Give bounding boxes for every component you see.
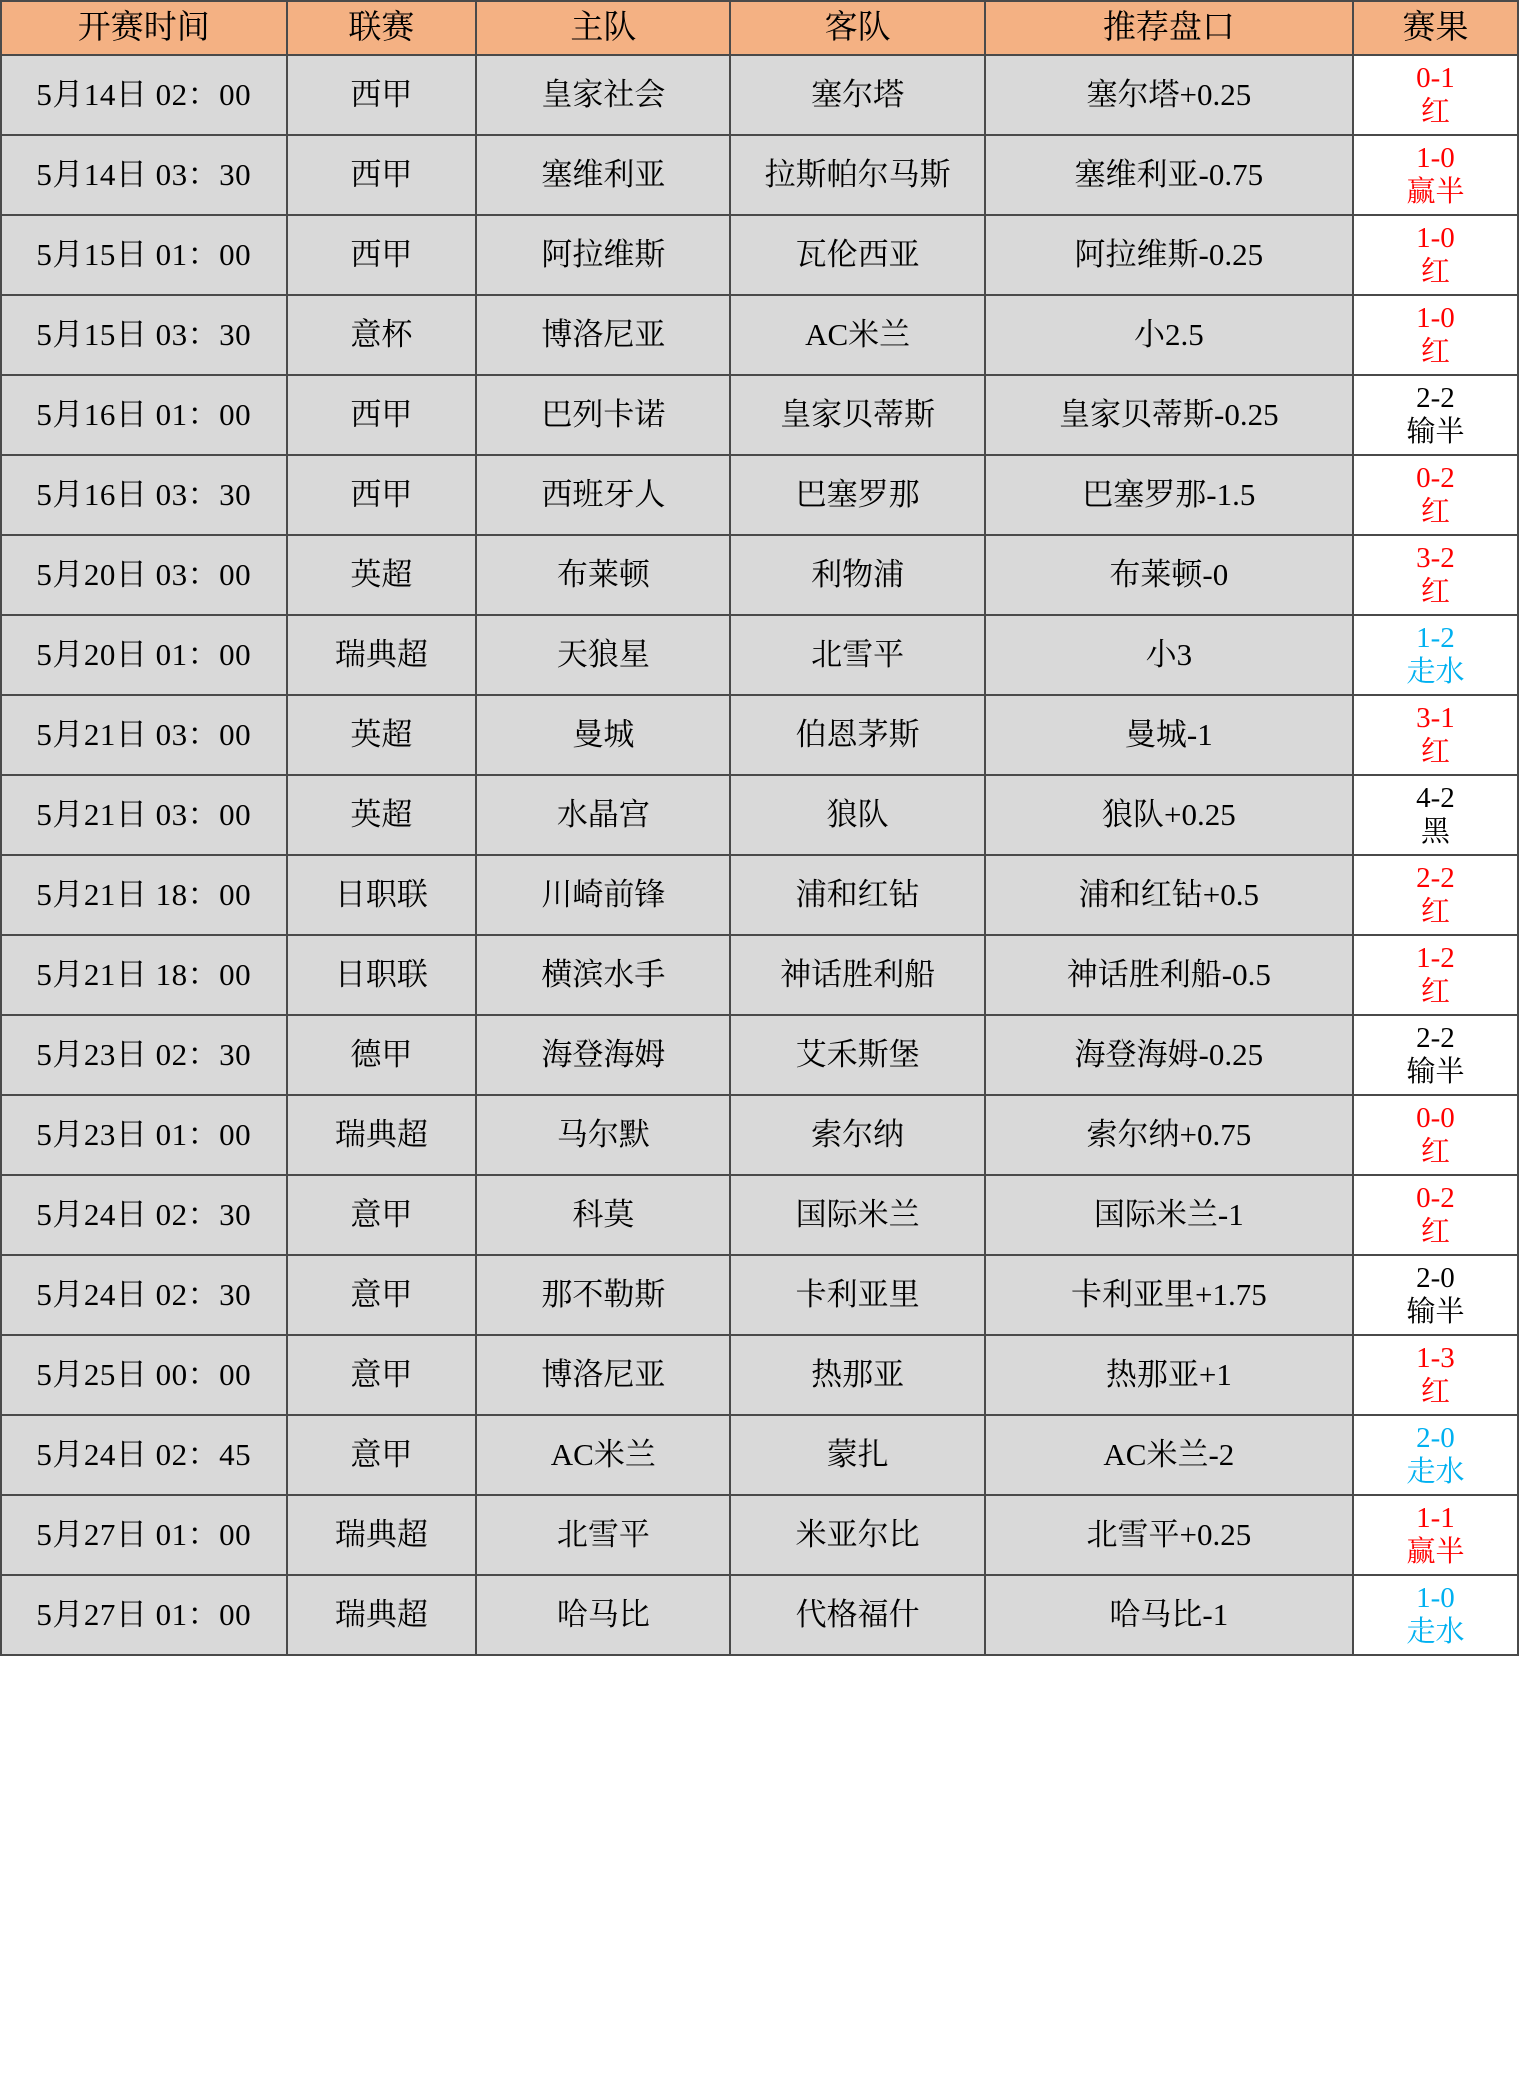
column-header-handicap: 推荐盘口: [985, 1, 1353, 55]
result-badge: 走水: [1406, 656, 1465, 688]
cell-league: 意甲: [287, 1415, 477, 1495]
cell-league: 意杯: [287, 295, 477, 375]
table-row: [1, 455, 1518, 535]
cell-handicap: 皇家贝蒂斯-0.25: [985, 375, 1353, 455]
result-score: 0-2: [1416, 462, 1455, 494]
result-badge: 红: [1420, 1136, 1450, 1168]
cell-result: [1353, 535, 1518, 615]
result-badge: 赢半: [1406, 176, 1465, 208]
cell-home-team: 巴列卡诺: [476, 375, 730, 455]
table-row: [1, 695, 1518, 775]
cell-league: 瑞典超: [287, 1495, 477, 1575]
cell-match-time: 5月27日 01：00: [1, 1575, 287, 1655]
result-badge: 红: [1420, 736, 1450, 768]
cell-league: 西甲: [287, 135, 477, 215]
result-badge: 红: [1420, 1376, 1450, 1408]
cell-handicap: 巴塞罗那-1.5: [985, 455, 1353, 535]
cell-result: [1353, 455, 1518, 535]
table-row: [1, 935, 1518, 1015]
cell-away-team: 巴塞罗那: [730, 455, 984, 535]
cell-match-time: 5月21日 03：00: [1, 695, 287, 775]
cell-league: 西甲: [287, 55, 477, 135]
cell-league: 英超: [287, 775, 477, 855]
cell-away-team: 瓦伦西亚: [730, 215, 984, 295]
result-score: 2-2: [1416, 862, 1455, 894]
cell-home-team: 天狼星: [476, 615, 730, 695]
cell-result: [1353, 1255, 1518, 1335]
cell-away-team: 国际米兰: [730, 1175, 984, 1255]
result-score: 2-0: [1416, 1262, 1455, 1294]
result-badge: 红: [1420, 976, 1450, 1008]
cell-result: [1353, 55, 1518, 135]
result-badge: 输半: [1406, 1056, 1465, 1088]
cell-match-time: 5月14日 03：30: [1, 135, 287, 215]
cell-away-team: 艾禾斯堡: [730, 1015, 984, 1095]
cell-away-team: 神话胜利船: [730, 935, 984, 1015]
cell-handicap: 国际米兰-1: [985, 1175, 1353, 1255]
cell-match-time: 5月23日 01：00: [1, 1095, 287, 1175]
cell-result: [1353, 1175, 1518, 1255]
cell-away-team: 拉斯帕尔马斯: [730, 135, 984, 215]
cell-home-team: 马尔默: [476, 1095, 730, 1175]
cell-result: [1353, 1095, 1518, 1175]
cell-away-team: 热那亚: [730, 1335, 984, 1415]
cell-result: [1353, 1015, 1518, 1095]
result-badge: 走水: [1406, 1616, 1465, 1648]
cell-home-team: 川崎前锋: [476, 855, 730, 935]
cell-handicap: 曼城-1: [985, 695, 1353, 775]
cell-league: 瑞典超: [287, 1575, 477, 1655]
table-row: [1, 295, 1518, 375]
cell-result: [1353, 1415, 1518, 1495]
result-badge: 红: [1420, 336, 1450, 368]
table-row: [1, 55, 1518, 135]
cell-home-team: AC米兰: [476, 1415, 730, 1495]
cell-match-time: 5月15日 01：00: [1, 215, 287, 295]
cell-league: 西甲: [287, 375, 477, 455]
cell-handicap: 哈马比-1: [985, 1575, 1353, 1655]
result-badge: 走水: [1406, 1456, 1465, 1488]
cell-league: 瑞典超: [287, 615, 477, 695]
cell-result: [1353, 775, 1518, 855]
result-score: 1-2: [1416, 942, 1455, 974]
cell-away-team: 索尔纳: [730, 1095, 984, 1175]
cell-match-time: 5月27日 01：00: [1, 1495, 287, 1575]
cell-away-team: AC米兰: [730, 295, 984, 375]
cell-league: 日职联: [287, 855, 477, 935]
result-score: 0-1: [1416, 62, 1455, 94]
table-header-row: [1, 1, 1518, 55]
result-score: 1-0: [1416, 222, 1455, 254]
cell-handicap: 神话胜利船-0.5: [985, 935, 1353, 1015]
cell-handicap: 阿拉维斯-0.25: [985, 215, 1353, 295]
cell-handicap: 小3: [985, 615, 1353, 695]
table-row: [1, 535, 1518, 615]
table-row: [1, 615, 1518, 695]
cell-away-team: 代格福什: [730, 1575, 984, 1655]
cell-away-team: 狼队: [730, 775, 984, 855]
result-score: 1-0: [1416, 142, 1455, 174]
cell-home-team: 水晶宫: [476, 775, 730, 855]
table-row: [1, 1175, 1518, 1255]
table-row: [1, 775, 1518, 855]
cell-home-team: 布莱顿: [476, 535, 730, 615]
result-badge: 红: [1420, 576, 1450, 608]
cell-away-team: 利物浦: [730, 535, 984, 615]
result-badge: 输半: [1406, 1296, 1465, 1328]
cell-match-time: 5月23日 02：30: [1, 1015, 287, 1095]
cell-handicap: 浦和红钻+0.5: [985, 855, 1353, 935]
cell-handicap: 海登海姆-0.25: [985, 1015, 1353, 1095]
cell-league: 英超: [287, 695, 477, 775]
cell-home-team: 西班牙人: [476, 455, 730, 535]
cell-handicap: 索尔纳+0.75: [985, 1095, 1353, 1175]
table-row: [1, 375, 1518, 455]
result-score: 1-2: [1416, 622, 1455, 654]
cell-league: 意甲: [287, 1335, 477, 1415]
cell-match-time: 5月24日 02：30: [1, 1175, 287, 1255]
table-row: [1, 1335, 1518, 1415]
cell-league: 德甲: [287, 1015, 477, 1095]
cell-league: 西甲: [287, 455, 477, 535]
cell-handicap: 卡利亚里+1.75: [985, 1255, 1353, 1335]
cell-match-time: 5月14日 02：00: [1, 55, 287, 135]
cell-home-team: 科莫: [476, 1175, 730, 1255]
result-score: 2-2: [1416, 382, 1455, 414]
table-row: [1, 1015, 1518, 1095]
table-row: [1, 1415, 1518, 1495]
result-score: 2-2: [1416, 1022, 1455, 1054]
result-score: 2-0: [1416, 1422, 1455, 1454]
cell-away-team: 米亚尔比: [730, 1495, 984, 1575]
cell-home-team: 塞维利亚: [476, 135, 730, 215]
cell-result: [1353, 135, 1518, 215]
table-row: [1, 855, 1518, 935]
cell-match-time: 5月20日 01：00: [1, 615, 287, 695]
cell-league: 意甲: [287, 1255, 477, 1335]
cell-home-team: 北雪平: [476, 1495, 730, 1575]
cell-result: [1353, 295, 1518, 375]
result-score: 0-0: [1416, 1102, 1455, 1134]
result-score: 1-0: [1416, 302, 1455, 334]
result-badge: 红: [1420, 496, 1450, 528]
result-badge: 红: [1420, 96, 1450, 128]
cell-match-time: 5月15日 03：30: [1, 295, 287, 375]
cell-result: [1353, 695, 1518, 775]
result-score: 1-3: [1416, 1342, 1455, 1374]
cell-league: 西甲: [287, 215, 477, 295]
cell-handicap: 狼队+0.25: [985, 775, 1353, 855]
cell-away-team: 北雪平: [730, 615, 984, 695]
result-score: 1-0: [1416, 1582, 1455, 1614]
cell-away-team: 皇家贝蒂斯: [730, 375, 984, 455]
column-header-home-team: 主队: [476, 1, 730, 55]
table-row: [1, 135, 1518, 215]
table-row: [1, 215, 1518, 295]
result-badge: 黑: [1420, 816, 1450, 848]
cell-result: [1353, 1575, 1518, 1655]
cell-home-team: 博洛尼亚: [476, 295, 730, 375]
cell-result: [1353, 215, 1518, 295]
cell-league: 瑞典超: [287, 1095, 477, 1175]
cell-handicap: 小2.5: [985, 295, 1353, 375]
result-score: 1-1: [1416, 1502, 1455, 1534]
cell-result: [1353, 615, 1518, 695]
cell-handicap: 塞维利亚-0.75: [985, 135, 1353, 215]
cell-match-time: 5月21日 18：00: [1, 855, 287, 935]
result-badge: 红: [1420, 896, 1450, 928]
cell-home-team: 博洛尼亚: [476, 1335, 730, 1415]
column-header-league: 联赛: [287, 1, 477, 55]
cell-home-team: 那不勒斯: [476, 1255, 730, 1335]
result-score: 3-2: [1416, 542, 1455, 574]
cell-handicap: AC米兰-2: [985, 1415, 1353, 1495]
cell-league: 意甲: [287, 1175, 477, 1255]
cell-result: [1353, 375, 1518, 455]
cell-away-team: 伯恩茅斯: [730, 695, 984, 775]
cell-match-time: 5月24日 02：45: [1, 1415, 287, 1495]
cell-away-team: 浦和红钻: [730, 855, 984, 935]
cell-result: [1353, 935, 1518, 1015]
cell-match-time: 5月21日 18：00: [1, 935, 287, 1015]
cell-match-time: 5月20日 03：00: [1, 535, 287, 615]
cell-home-team: 曼城: [476, 695, 730, 775]
table-body: [1, 55, 1518, 1655]
cell-result: [1353, 1335, 1518, 1415]
table-row: [1, 1095, 1518, 1175]
cell-handicap: 热那亚+1: [985, 1335, 1353, 1415]
result-badge: 红: [1420, 256, 1450, 288]
table-header: [1, 1, 1518, 55]
result-badge: 红: [1420, 1216, 1450, 1248]
cell-away-team: 蒙扎: [730, 1415, 984, 1495]
column-header-time: 开赛时间: [1, 1, 287, 55]
table-row: [1, 1575, 1518, 1655]
result-badge: 输半: [1406, 416, 1465, 448]
result-badge: 赢半: [1406, 1536, 1465, 1568]
table-row: [1, 1495, 1518, 1575]
cell-away-team: 卡利亚里: [730, 1255, 984, 1335]
cell-away-team: 塞尔塔: [730, 55, 984, 135]
result-score: 3-1: [1416, 702, 1455, 734]
cell-home-team: 横滨水手: [476, 935, 730, 1015]
cell-match-time: 5月24日 02：30: [1, 1255, 287, 1335]
cell-home-team: 阿拉维斯: [476, 215, 730, 295]
cell-league: 日职联: [287, 935, 477, 1015]
column-header-away-team: 客队: [730, 1, 984, 55]
cell-result: [1353, 1495, 1518, 1575]
cell-home-team: 皇家社会: [476, 55, 730, 135]
result-score: 0-2: [1416, 1182, 1455, 1214]
cell-handicap: 北雪平+0.25: [985, 1495, 1353, 1575]
cell-league: 英超: [287, 535, 477, 615]
cell-handicap: 塞尔塔+0.25: [985, 55, 1353, 135]
cell-result: [1353, 855, 1518, 935]
column-header-result: 赛果: [1353, 1, 1518, 55]
cell-home-team: 哈马比: [476, 1575, 730, 1655]
cell-match-time: 5月16日 03：30: [1, 455, 287, 535]
cell-match-time: 5月16日 01：00: [1, 375, 287, 455]
cell-match-time: 5月25日 00：00: [1, 1335, 287, 1415]
cell-match-time: 5月21日 03：00: [1, 775, 287, 855]
cell-handicap: 布莱顿-0: [985, 535, 1353, 615]
cell-home-team: 海登海姆: [476, 1015, 730, 1095]
result-score: 4-2: [1416, 782, 1455, 814]
table-row: [1, 1255, 1518, 1335]
